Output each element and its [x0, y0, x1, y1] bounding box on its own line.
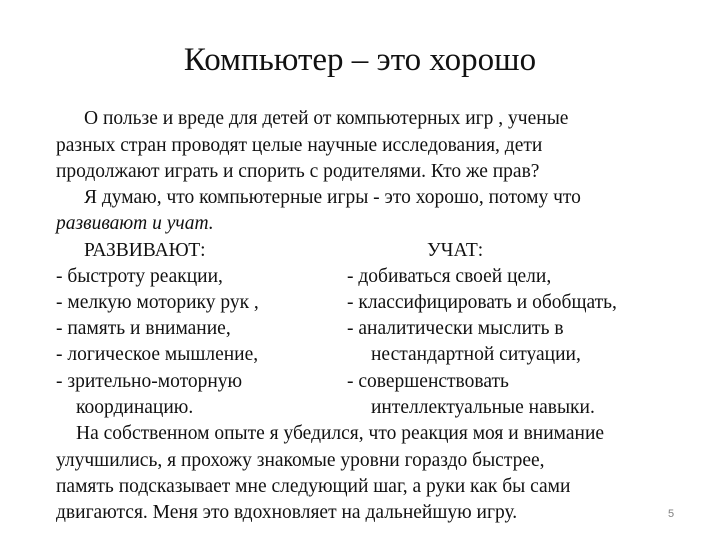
slide-title: Компьютер – это хорошо	[183, 42, 537, 78]
develops-header: РАЗВИВАЮТ:	[84, 240, 206, 261]
intro-line-4: Я думаю, что компьютерные игры - это хорошо, потому что	[84, 187, 581, 208]
conclusion-line-4: двигаются. Меня это вдохновляет на дальнейшую игру.	[56, 502, 518, 523]
intro-line-1: О пользе и вреде для детей от компьютерных игр , ученые	[84, 108, 569, 129]
develops-item: - зрительно-моторную	[56, 371, 243, 392]
develops-item: - память и внимание,	[56, 318, 231, 339]
teaches-item: - классифицировать и обобщать,	[347, 292, 617, 313]
develops-item: - быстроту реакции,	[56, 266, 223, 287]
teaches-header: УЧАТ:	[427, 240, 484, 261]
teaches-item: - аналитически мыслить в	[347, 318, 564, 339]
conclusion-line-2: улучшились, я прохожу знакомые уровни гораздо быстрее,	[56, 450, 545, 471]
conclusion-line-3: память подсказывает мне следующий шаг, а руки как бы сами	[56, 476, 571, 497]
teaches-item-continuation: интеллектуальные навыки.	[371, 397, 595, 418]
teaches-item-continuation: нестандартной ситуации,	[371, 344, 581, 365]
page-number: 5	[668, 508, 675, 520]
intro-line-2: разных стран проводят целые научные исследования, дети	[56, 135, 543, 156]
teaches-item: - добиваться своей цели,	[347, 266, 552, 287]
develops-item-continuation: координацию.	[76, 397, 194, 418]
teaches-item: - совершенствовать	[347, 371, 509, 392]
intro-italic-line: развивают и учат.	[56, 213, 214, 234]
develops-item: - логическое мышление,	[56, 344, 259, 365]
intro-line-3: продолжают играть и спорить с родителями. Кто же прав?	[56, 161, 540, 182]
develops-item: - мелкую моторику рук ,	[56, 292, 259, 313]
conclusion-line-1: На собственном опыте я убедился, что реакция моя и внимание	[76, 423, 605, 444]
